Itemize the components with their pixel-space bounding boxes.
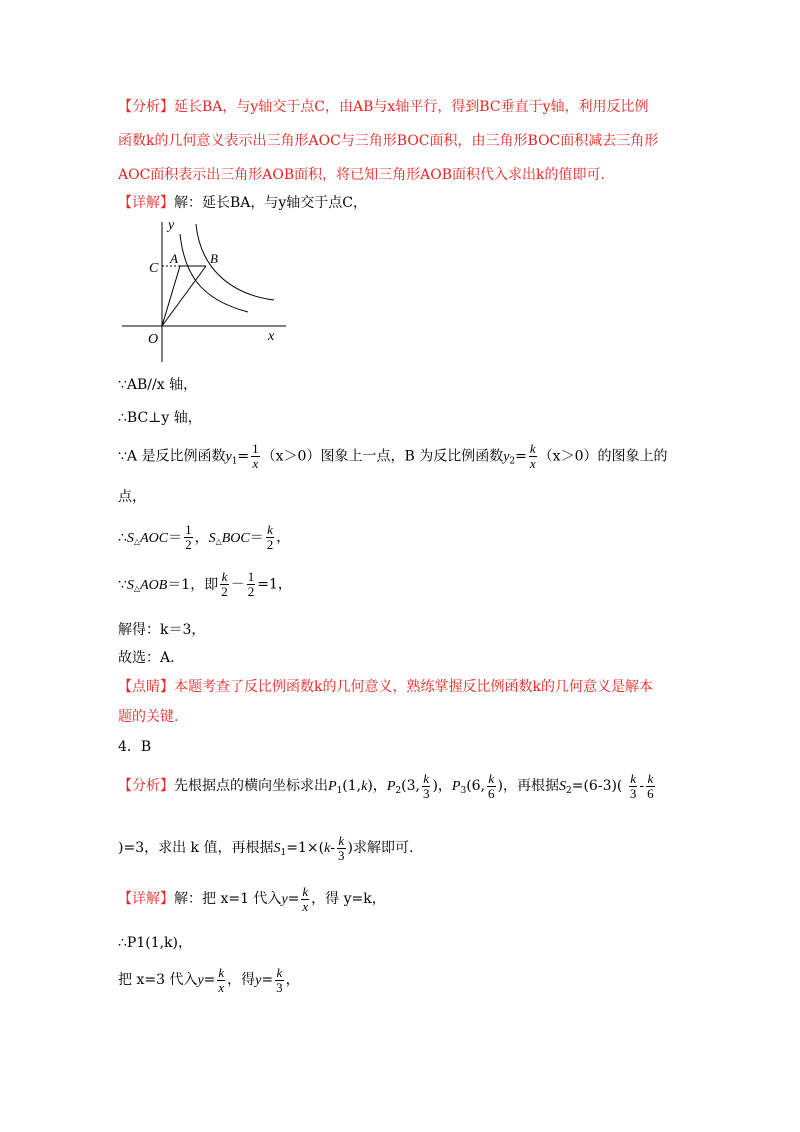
detail-line-1 [118,193,367,213]
analysis-text-1: 延长BA，与y轴交于点C，由AB与x轴平行，得到BC垂直于y轴，利用反比例 [174,99,649,115]
comment-text-1: 本题考查了反比例函数k的几何意义，熟练掌握反比例函数k的几何意义是解本 [174,679,653,695]
step-3: ∵A 是反比例函数$y_1=$ $\frac{1}{x}$ （x＞0）图象上一点，B 为反比例函数$y_2=$ $\frac{k}{x}$ （x＞0）的图象上的 [118,441,668,471]
step-4: 点， [118,489,146,505]
detail2-tag: 【详解】 [118,891,174,907]
segment-OB [162,266,206,326]
analysis2-line-1: 【分析】先根据点的横向坐标求出$P_1(1,k)$，$P_2(3$, $\frac{k}{3}$ )，$P_3(6$, $\frac{k}{6}$ )，再根据$S_2=(6-3)$( $\frac{k}{3}$ - $\frac{k}{6}$ [118,770,654,801]
step-7: 解得：k＝3， [118,622,206,638]
detail2-line-1: 【详解】解：把 x=1 代入y= $\frac{k}{x}$ ，得 y=k， [118,883,386,914]
detail2-text-1b: ，得 y=k， [311,891,386,907]
label-O: O [148,332,159,347]
curve-y2 [196,224,274,300]
analysis2-text-1b: ，再根据 [503,778,559,794]
label-x: x [268,329,275,344]
detail2-text-3b: ，得 [227,972,256,988]
analysis2-text-2b: 求解即可. [352,840,414,856]
analysis-tag: 【分析】 [118,99,174,115]
label-B: B [210,251,218,266]
analysis-line-1 [118,97,648,117]
analysis-line-3: AOC面积表示出三角形AOB面积，将已知三角形AOB面积代入求出k的值即可. [118,167,605,183]
comment-tag: 【点睛】 [118,679,174,695]
detail2-text-3a: 把 x=3 代入 [118,972,198,988]
analysis2-text-2a: )=3，求出 k 值，再根据 [118,840,274,856]
segment-OA [162,266,180,326]
analysis2-text-1a: 先根据点的横向坐标求出 [174,778,328,794]
comment-line-1 [118,677,653,697]
step-3-c: （x＞0）的图象上的 [538,448,668,465]
detail2-line-3: 把 x=3 代入y= $\frac{k}{x}$ ，得y= $\frac{k}{3}$ ， [118,964,300,995]
analysis-line-2: 函数k的几何意义表示出三角形AOC与三角形BOC面积，由三角形BOC面积减去三角形 [118,133,659,149]
detail2-line-2: ∴P1(1,k)， [118,935,192,951]
step-2: ∴BC⊥y 轴， [118,410,202,426]
question-4-answer: 4．B [118,739,152,755]
step-3-a: ∵A 是反比例函数 [118,448,226,465]
analysis2-tag: 【分析】 [118,778,174,794]
step-6: ∵S△AOB＝1，即 $\frac{k}{2}$ － $\frac{1}{2}$ =1， [118,569,292,599]
label-A: A [170,251,178,266]
curve-y1 [180,234,248,312]
step-5: ∴S△AOC＝ $\frac{1}{2}$ ，S△BOC＝ $\frac{k}{2}$ ， [118,522,291,552]
step-3-b: （x＞0）图象上一点，B 为反比例函数 [261,448,504,465]
detail-text: 解：延长BA，与y轴交于点C， [174,195,368,211]
comment-line-2: 题的关键. [118,709,179,725]
step-8: 故选：A. [118,650,175,666]
label-C: C [149,261,159,276]
step-1: ∵AB//x 轴， [118,377,198,393]
detail2-text-1a: 解：把 x=1 代入 [174,891,282,907]
label-y: y [168,218,175,233]
hyperbola-figure [118,216,288,366]
analysis2-line-2: )=3，求出 k 值，再根据$S_1=1\times(k-$ $\frac{k}{3}$ )求解即可. [118,832,414,863]
detail-tag: 【详解】 [118,195,174,211]
